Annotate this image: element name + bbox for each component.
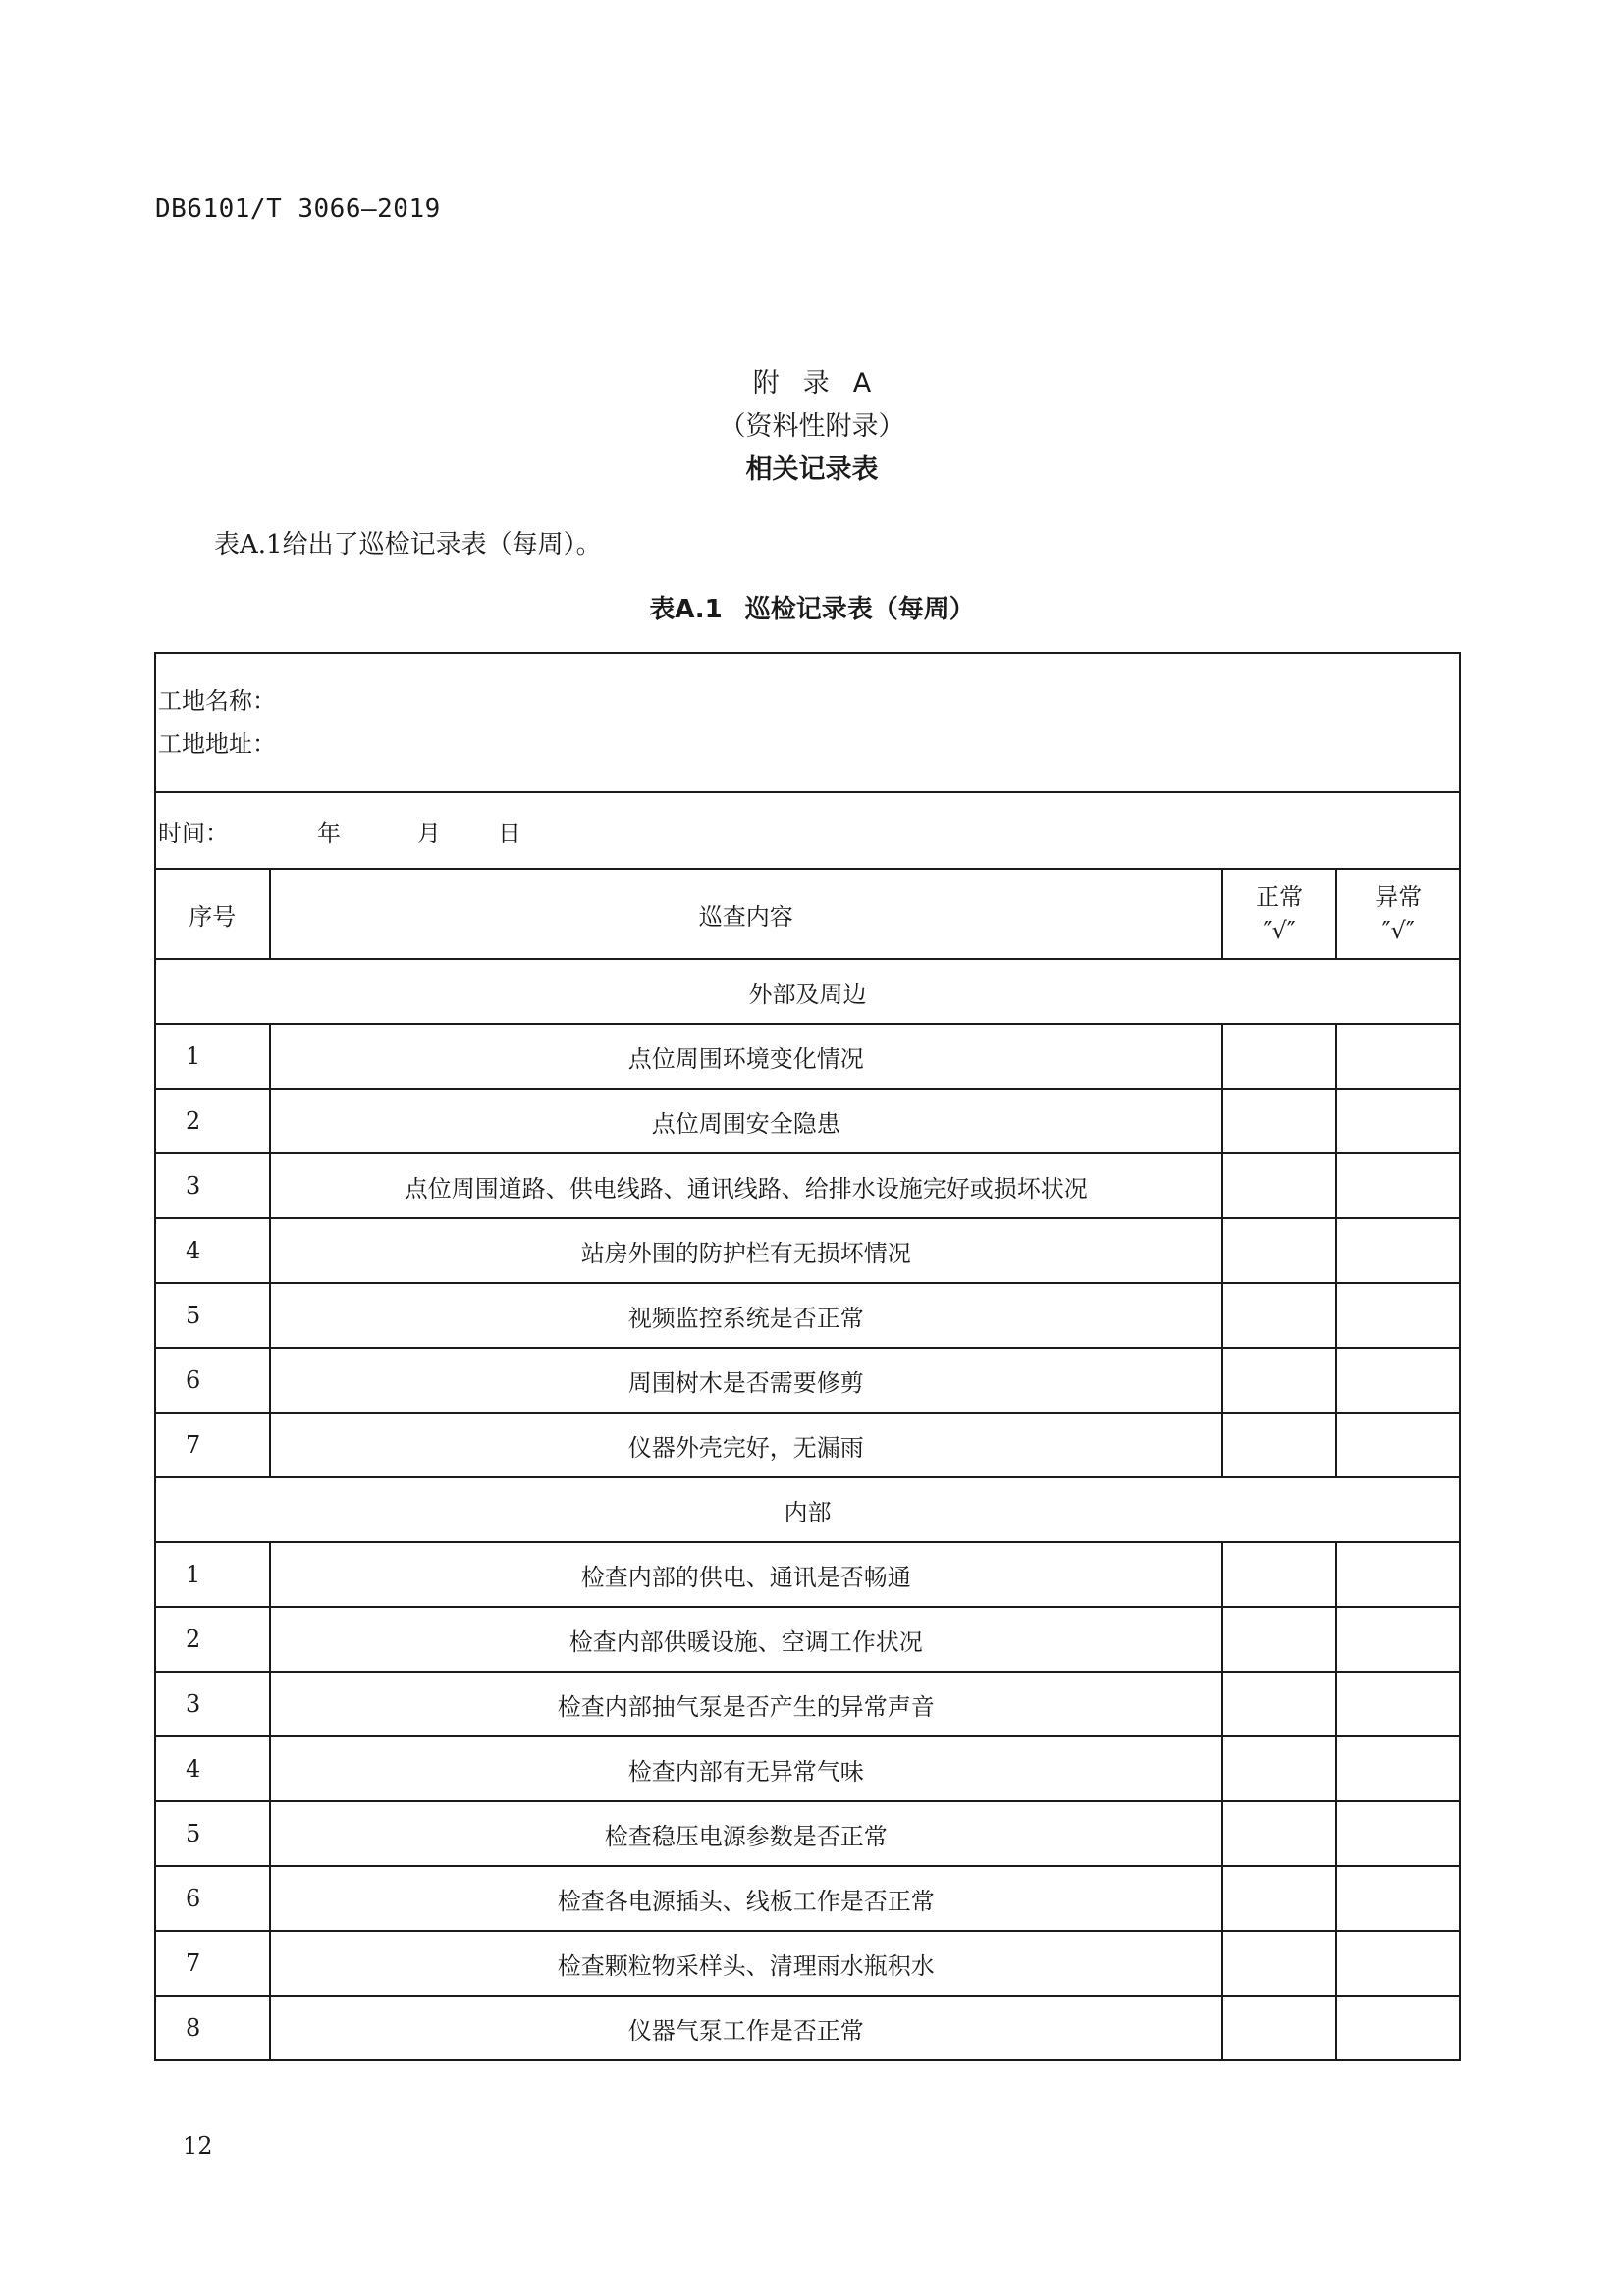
normal-check-cell[interactable] [1222, 1996, 1337, 2060]
item-number: 4 [155, 1736, 270, 1801]
abnormal-header-label: 异常 [1375, 883, 1423, 911]
item-number: 4 [155, 1218, 270, 1283]
table-row [155, 1736, 1460, 1801]
site-info-row [155, 653, 1460, 792]
normal-check-cell[interactable] [1222, 1283, 1337, 1348]
item-number: 3 [155, 1153, 270, 1218]
normal-check-cell[interactable] [1222, 1348, 1337, 1413]
normal-check-cell[interactable] [1222, 1607, 1337, 1672]
table-row [155, 1089, 1460, 1153]
item-number: 5 [155, 1801, 270, 1866]
normal-check-cell[interactable] [1222, 1153, 1337, 1218]
item-number: 1 [155, 1024, 270, 1089]
item-number: 6 [155, 1348, 270, 1413]
abnormal-check-cell[interactable] [1336, 1542, 1460, 1607]
normal-check-cell[interactable] [1222, 1931, 1337, 1996]
section-title: 内部 [155, 1477, 1460, 1542]
normal-check-cell[interactable] [1222, 1866, 1337, 1931]
table-row [155, 1672, 1460, 1736]
item-content: 视频监控系统是否正常 [270, 1283, 1222, 1348]
abnormal-check-cell[interactable] [1336, 1801, 1460, 1866]
item-content: 检查内部供暖设施、空调工作状况 [270, 1607, 1222, 1672]
item-content: 仪器外壳完好，无漏雨 [270, 1413, 1222, 1477]
item-content: 仪器气泵工作是否正常 [270, 1996, 1222, 2060]
normal-check-mark: ″√″ [1263, 917, 1296, 944]
item-content: 点位周围道路、供电线路、通讯线路、给排水设施完好或损坏状况 [270, 1153, 1222, 1218]
abnormal-check-cell[interactable] [1336, 1413, 1460, 1477]
inspection-record-table [154, 652, 1461, 2061]
time-label: 时间： [158, 819, 229, 847]
abnormal-check-cell[interactable] [1336, 1996, 1460, 2060]
date-cell[interactable] [155, 792, 1460, 869]
table-row [155, 1801, 1460, 1866]
abnormal-check-cell[interactable] [1336, 1089, 1460, 1153]
abnormal-header [1336, 869, 1460, 959]
item-content: 点位周围环境变化情况 [270, 1024, 1222, 1089]
site-name-label: 工地名称： [158, 687, 276, 715]
table-row [155, 1283, 1460, 1348]
section-row [155, 959, 1460, 1024]
normal-header [1222, 869, 1337, 959]
item-number: 7 [155, 1931, 270, 1996]
abnormal-check-cell[interactable] [1336, 1931, 1460, 1996]
normal-check-cell[interactable] [1222, 1413, 1337, 1477]
abnormal-check-cell[interactable] [1336, 1672, 1460, 1736]
document-code: DB6101/T 3066—2019 [155, 194, 441, 224]
item-number: 2 [155, 1607, 270, 1672]
item-number: 3 [155, 1672, 270, 1736]
abnormal-check-cell[interactable] [1336, 1866, 1460, 1931]
abnormal-check-mark: ″√″ [1381, 917, 1415, 944]
table-row [155, 1542, 1460, 1607]
abnormal-check-cell[interactable] [1336, 1218, 1460, 1283]
item-content: 检查稳压电源参数是否正常 [270, 1801, 1222, 1866]
item-number: 5 [155, 1283, 270, 1348]
year-label: 年 [317, 819, 341, 847]
section-row [155, 1477, 1460, 1542]
normal-header-label: 正常 [1256, 883, 1304, 911]
site-address-label: 工地地址： [158, 730, 276, 758]
abnormal-check-cell[interactable] [1336, 1024, 1460, 1089]
abnormal-check-cell[interactable] [1336, 1283, 1460, 1348]
item-content: 周围树木是否需要修剪 [270, 1348, 1222, 1413]
table-row [155, 1607, 1460, 1672]
table-row [155, 1153, 1460, 1218]
table-row [155, 1996, 1460, 2060]
normal-check-cell[interactable] [1222, 1801, 1337, 1866]
normal-check-cell[interactable] [1222, 1672, 1337, 1736]
table-caption: 表A.1 巡检记录表（每周） [649, 595, 975, 624]
site-info-cell[interactable] [155, 653, 1460, 792]
table-row [155, 1024, 1460, 1089]
item-content: 检查各电源插头、线板工作是否正常 [270, 1866, 1222, 1931]
item-number: 7 [155, 1413, 270, 1477]
seq-header: 序号 [155, 869, 270, 959]
normal-check-cell[interactable] [1222, 1089, 1337, 1153]
month-label: 月 [417, 819, 441, 847]
item-number: 1 [155, 1542, 270, 1607]
item-content: 站房外围的防护栏有无损坏情况 [270, 1218, 1222, 1283]
abnormal-check-cell[interactable] [1336, 1348, 1460, 1413]
item-number: 8 [155, 1996, 270, 2060]
abnormal-check-cell[interactable] [1336, 1607, 1460, 1672]
abnormal-check-cell[interactable] [1336, 1153, 1460, 1218]
normal-check-cell[interactable] [1222, 1024, 1337, 1089]
normal-check-cell[interactable] [1222, 1736, 1337, 1801]
normal-check-cell[interactable] [1222, 1542, 1337, 1607]
table-row [155, 1413, 1460, 1477]
appendix-name: 相关记录表 [745, 454, 879, 485]
item-content: 检查内部的供电、通讯是否畅通 [270, 1542, 1222, 1607]
section-title: 外部及周边 [155, 959, 1460, 1024]
appendix-title: 附录A [752, 368, 895, 399]
table-row [155, 1866, 1460, 1931]
table-row [155, 1218, 1460, 1283]
day-label: 日 [498, 819, 521, 847]
table-row [155, 1931, 1460, 1996]
date-row [155, 792, 1460, 869]
item-content: 点位周围安全隐患 [270, 1089, 1222, 1153]
abnormal-check-cell[interactable] [1336, 1736, 1460, 1801]
page-number: 12 [183, 2132, 213, 2160]
item-content: 检查颗粒物采样头、清理雨水瓶积水 [270, 1931, 1222, 1996]
item-number: 6 [155, 1866, 270, 1931]
content-header: 巡查内容 [270, 869, 1222, 959]
table-header-row [155, 869, 1460, 959]
normal-check-cell[interactable] [1222, 1218, 1337, 1283]
item-number: 2 [155, 1089, 270, 1153]
intro-paragraph: 表A.1给出了巡检记录表（每周）。 [214, 530, 602, 560]
item-content: 检查内部有无异常气味 [270, 1736, 1222, 1801]
appendix-subtitle: （资料性附录） [719, 411, 905, 442]
item-content: 检查内部抽气泵是否产生的异常声音 [270, 1672, 1222, 1736]
table-row [155, 1348, 1460, 1413]
